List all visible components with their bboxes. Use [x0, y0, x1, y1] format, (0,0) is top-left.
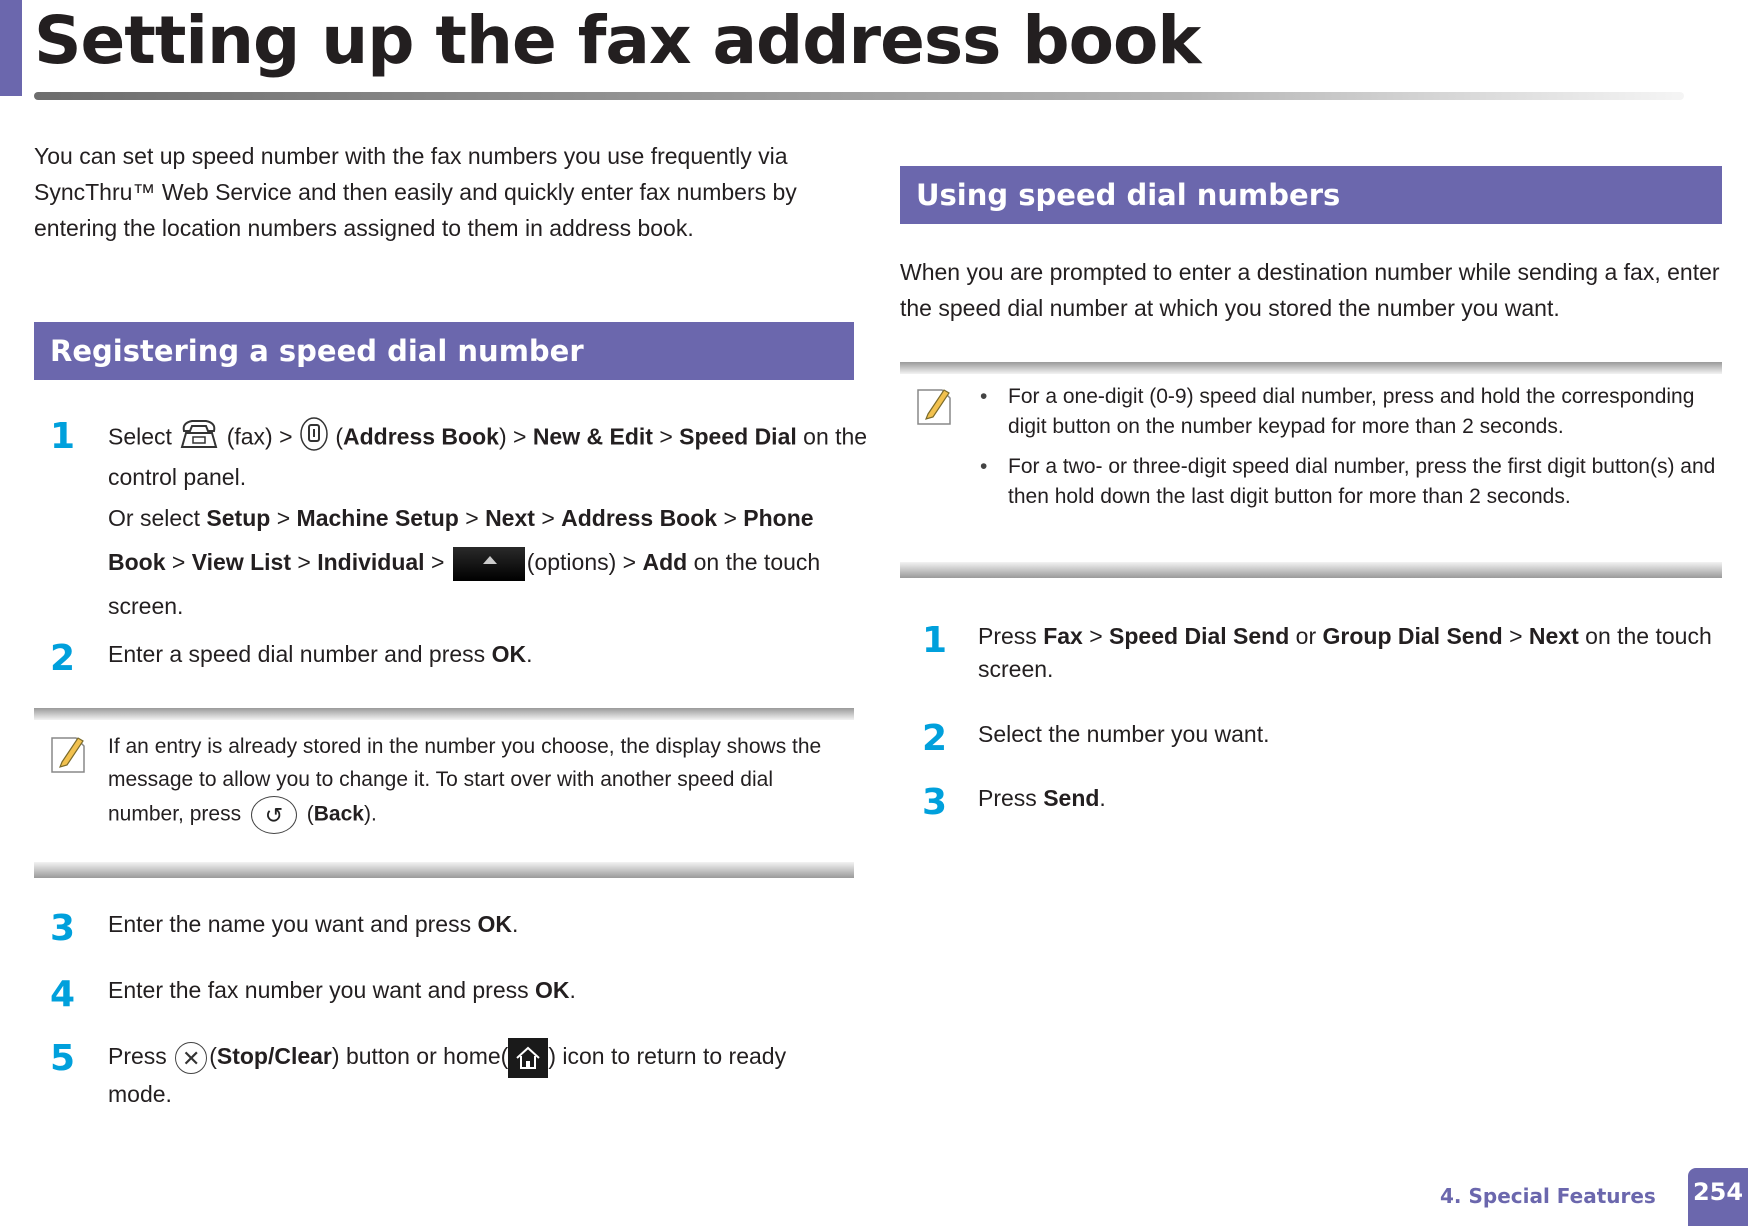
step-keyword: Speed Dial: [679, 423, 797, 450]
step-word: >: [723, 505, 737, 531]
step-word: on the touch screen.: [978, 623, 1712, 682]
step-text: Select the number you want.: [978, 721, 1270, 747]
options-icon: [453, 547, 525, 581]
step-word: .: [526, 641, 533, 667]
step-text: [108, 908, 848, 941]
home-icon: [508, 1038, 548, 1078]
step-text: [978, 782, 1722, 815]
step-number: 3: [922, 782, 948, 823]
step-word: on the control panel.: [108, 423, 868, 490]
step-word: Press: [108, 1043, 167, 1070]
address-book-icon: [299, 416, 329, 461]
step-keyword: Add: [642, 549, 688, 575]
note-sentence: If an entry is already stored in the number you choose, the display shows the message to allow you to change it. To start over with another speed dial number, press: [108, 735, 822, 826]
step-word: >: [430, 549, 445, 575]
note-bottom-rule: [34, 862, 854, 878]
step-word: >: [541, 505, 555, 531]
step-number: 2: [50, 638, 76, 679]
step-word: Press: [978, 785, 1037, 811]
step-word: >: [659, 423, 673, 450]
step-word: ) button or home(: [331, 1043, 509, 1070]
step-number: 1: [50, 416, 76, 457]
step-word: >: [297, 549, 311, 575]
step-keyword: Next: [1528, 623, 1579, 649]
step-number: 3: [50, 908, 76, 949]
note-box-using: [900, 362, 1722, 578]
step-keyword: View List: [191, 549, 291, 575]
step-number: 5: [50, 1038, 76, 1079]
step-keyword: New & Edit: [532, 423, 653, 450]
step-word: Enter the fax number you want and press: [108, 977, 529, 1003]
step-keyword: Fax: [1043, 623, 1083, 649]
step-keyword: Stop/Clear: [216, 1043, 332, 1070]
step-keyword: OK: [535, 977, 570, 1003]
step-keyword: Send: [1043, 785, 1100, 811]
step-word: Press: [978, 623, 1037, 649]
step-word: .: [1099, 785, 1106, 811]
step-text: [108, 416, 898, 494]
step-word: on the touch screen.: [108, 549, 821, 619]
step-word: or: [1295, 623, 1317, 649]
note-pencil-icon: [48, 732, 88, 781]
note-bullet: • For a two- or three-digit speed dial number, press the first digit button(s) and then hold down the last digit button for more than 2 seconds.: [976, 452, 1720, 512]
step-keyword: Phone Book: [108, 505, 814, 575]
step-word: >: [171, 549, 186, 575]
step-word: >: [465, 505, 479, 531]
step-word: (options) >: [526, 549, 637, 575]
step-keyword: Speed Dial Send: [1109, 623, 1290, 649]
note-bullet-list: [976, 382, 1720, 522]
step-text: [108, 1038, 848, 1111]
step-keyword: Group Dial Send: [1322, 623, 1503, 649]
step-word: (: [209, 1043, 217, 1070]
step-text: [978, 620, 1722, 686]
step-word: Enter a speed dial number and press: [108, 641, 486, 667]
step-word: (: [335, 423, 343, 450]
step-keyword: OK: [477, 911, 512, 937]
fax-icon: [178, 417, 220, 460]
note-keyword: Back: [313, 802, 364, 826]
step-keyword: Address Book: [561, 505, 718, 531]
note-bottom-rule: [900, 562, 1722, 578]
step-text-alternative: [108, 496, 868, 628]
title-accent-bar: [0, 0, 22, 96]
footer-chapter-label: 4. Special Features: [1440, 1184, 1656, 1208]
step-word: >: [1509, 623, 1523, 649]
step-text: [108, 638, 848, 671]
step-word: Enter the name you want and press: [108, 911, 472, 937]
note-bullet: • For a one-digit (0-9) speed dial number, press and hold the corresponding digit button on the number keypad for more than 2 seconds.: [976, 382, 1720, 442]
note-box-register: [34, 708, 854, 878]
intro-paragraph: You can set up speed number with the fax numbers you use frequently via SyncThru™ Web Service and then easily and quickly enter fax numbers by entering the location numbers assigned to them in address book.: [34, 143, 797, 241]
note-text: [108, 730, 854, 834]
step-keyword: Address Book: [343, 423, 499, 450]
note-sentence: ).: [363, 802, 377, 826]
title-divider: [34, 92, 1684, 100]
step-word: >: [276, 505, 291, 531]
step-keyword: Machine Setup: [296, 505, 459, 531]
using-intro: When you are prompted to enter a destination number while sending a fax, enter the speed dial number at which you stored the number you want.: [900, 259, 1720, 321]
step-keyword: OK: [491, 641, 527, 667]
section-heading-using: Using speed dial numbers: [900, 166, 1722, 224]
note-sentence: (: [306, 802, 314, 826]
page-number: 254: [1688, 1168, 1748, 1226]
step-word: (fax) >: [226, 423, 293, 450]
step-keyword: Setup: [206, 505, 271, 531]
step-word: ) >: [498, 423, 527, 450]
step-word: .: [512, 911, 519, 937]
back-icon: ↺: [251, 796, 297, 834]
step-number: 4: [50, 974, 76, 1015]
step-text: [108, 974, 848, 1007]
note-top-rule: [900, 362, 1722, 374]
stop-clear-icon: ✕: [175, 1042, 207, 1074]
step-keyword: Individual: [317, 549, 425, 575]
step-number: 1: [922, 620, 948, 661]
step-keyword: Next: [485, 505, 535, 531]
step-word: Or select: [108, 505, 201, 531]
step-word: .: [569, 977, 576, 1003]
step-word: >: [1089, 623, 1103, 649]
step-word: Select: [108, 423, 172, 450]
step-word: ) icon to return to ready mode.: [108, 1043, 787, 1107]
page-title: Setting up the fax address book: [34, 2, 1201, 79]
note-top-rule: [34, 708, 854, 720]
section-heading-register: Registering a speed dial number: [34, 322, 854, 380]
step-number: 2: [922, 718, 948, 759]
note-pencil-icon: [914, 384, 954, 433]
